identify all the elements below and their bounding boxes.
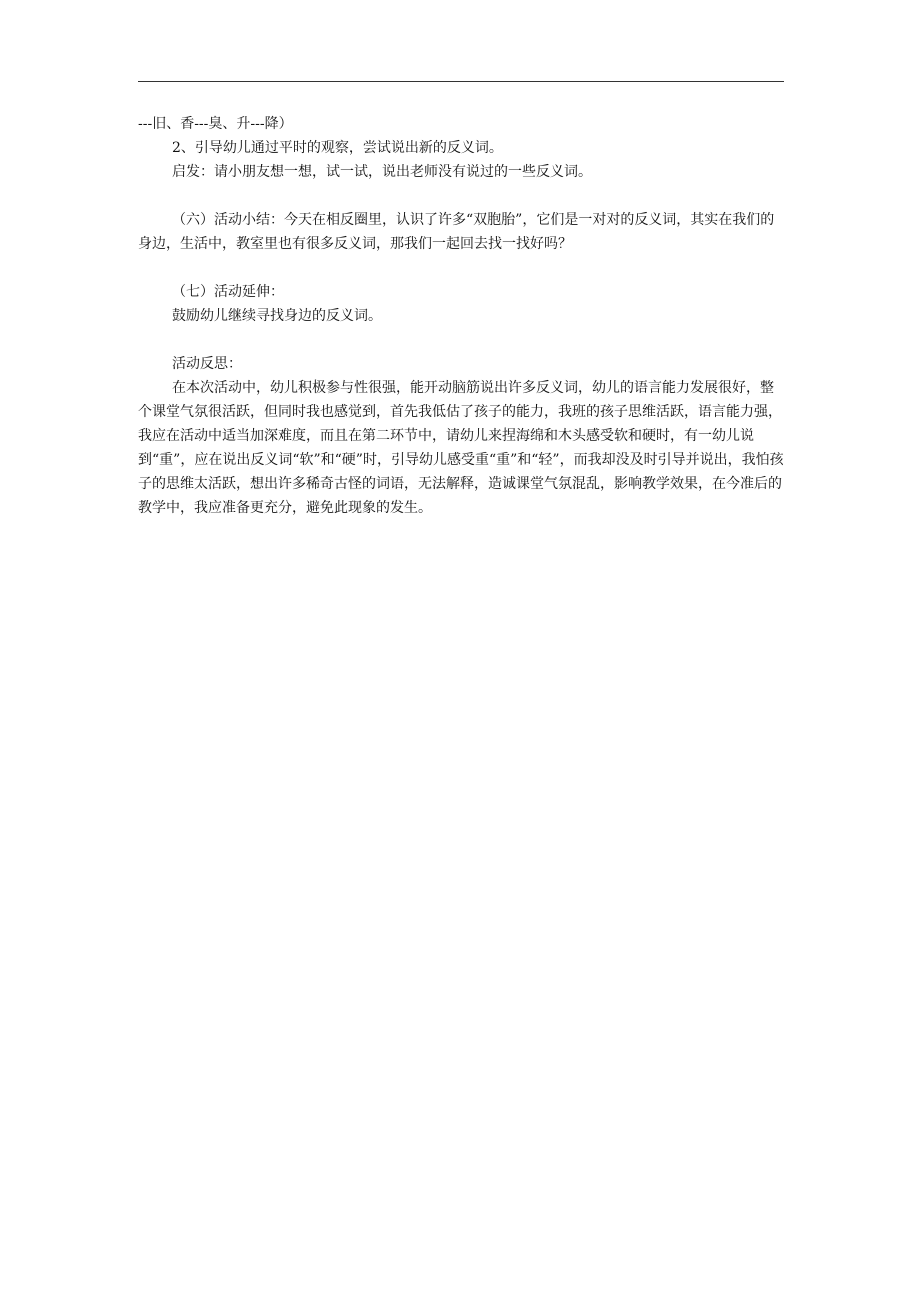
item-2-line: 2、引导幼儿通过平时的观察，尝试说出新的反义词。	[172, 140, 503, 156]
section-7-body: 鼓励幼儿继续寻找身边的反义词。	[172, 308, 382, 324]
paragraph-gap	[138, 328, 784, 352]
section-6-summary: （六）活动小结：今天在相反圈里，认识了许多“双胞胎”，它们是一对对的反义词，其实在我们的身边，生活中，教室里也有很多反义词，那我们一起回去找一找好吗？	[138, 212, 775, 252]
reflection-title: 活动反思：	[172, 356, 242, 372]
paragraph-gap	[138, 256, 784, 280]
paragraph-gap	[138, 184, 784, 208]
document-body	[138, 112, 784, 520]
header-rule	[138, 81, 784, 82]
reflection-body: 在本次活动中，幼儿积极参与性很强，能开动脑筋说出许多反义词，幼儿的语言能力发展很好，整个课堂气氛很活跃，但同时我也感觉到，首先我低估了孩子的能力，我班的孩子思维活跃，语言能力强，我应在活动中适当加深难度，而且在第二环节中，请幼儿来捏海绵和木头感受软和硬时，有一幼儿说到“重”，应在说出反义词“软”和“硬”时，引导幼儿感受重“重”和“轻”，而我却没及时引导并说出，我怕孩子的思维太活跃，想出许多稀奇古怪的词语，无法解释，造诚课堂气氛混乱，影响教学效果，在今准后的教学中，我应准备更充分，避免此现象的发生。	[138, 380, 784, 516]
continuation-line: ---旧、香---臭、升---降）	[138, 116, 293, 132]
hint-line: 启发：请小朋友想一想，试一试，说出老师没有说过的一些反义词。	[172, 164, 592, 180]
section-7-title: （七）活动延伸：	[172, 284, 284, 300]
